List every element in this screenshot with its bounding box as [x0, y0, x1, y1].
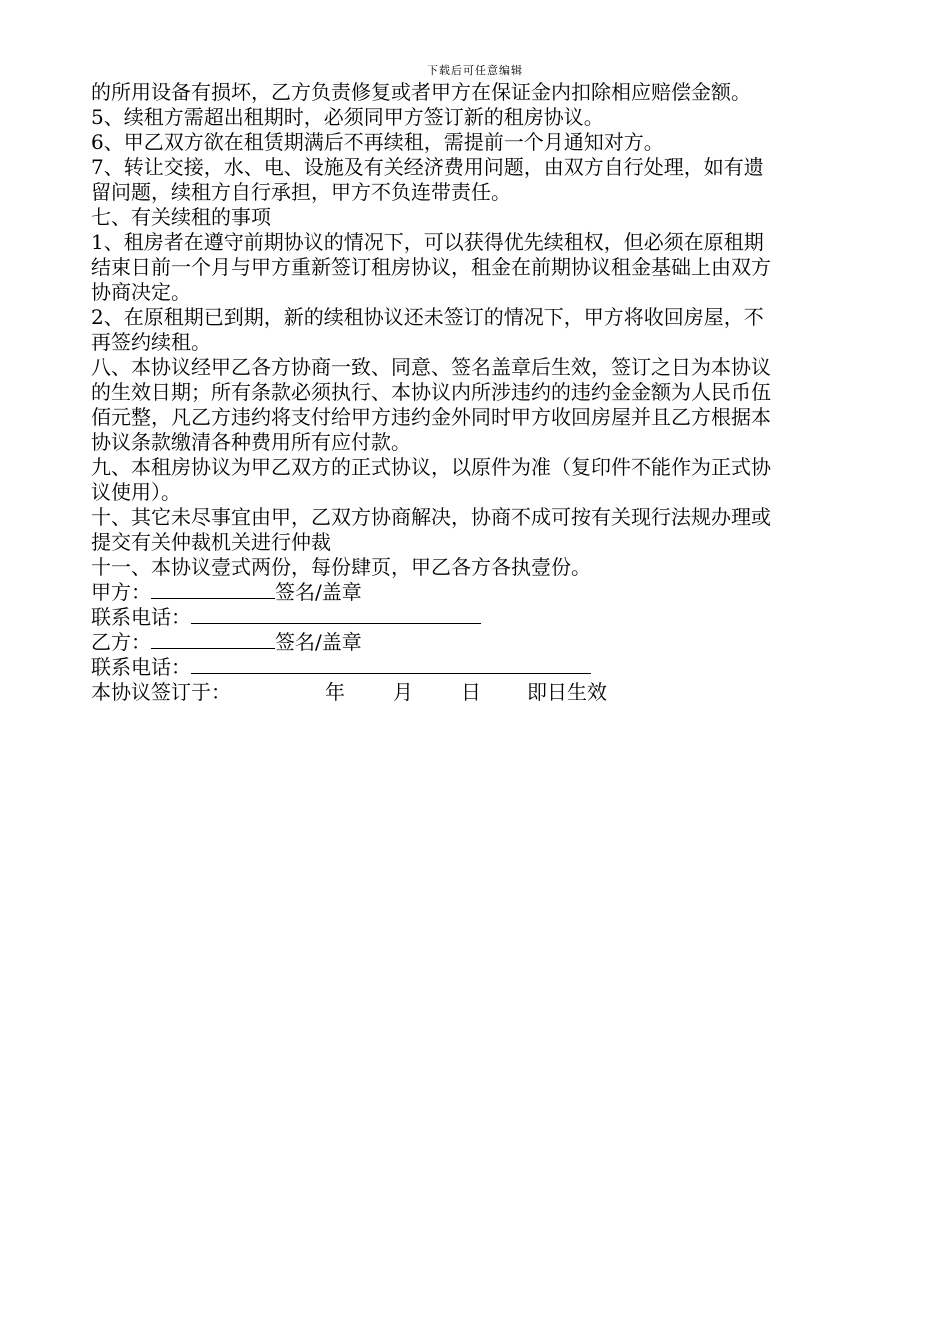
page-header: 下载后可任意编辑 — [427, 64, 523, 77]
party-b-phone-field[interactable] — [191, 655, 591, 674]
effective-label: 即日生效 — [527, 680, 607, 704]
clause-line: 十、其它未尽事宜由甲，乙双方协商解决，协商不成可按有关现行法规办理或 — [91, 505, 771, 529]
clause-line: 2、在原租期已到期，新的续租协议还未签订的情况下，甲方将收回房屋，不 — [91, 305, 764, 329]
clause-line: 提交有关仲裁机关进行仲裁 — [91, 530, 331, 554]
clause-line: 议使用）。 — [91, 480, 181, 504]
document-body — [91, 80, 861, 705]
phone-b-label: 联系电话： — [91, 655, 191, 679]
party-a-phone-field[interactable] — [191, 605, 481, 624]
clause-line: 八、本协议经甲乙各方协商一致、同意、签名盖章后生效，签订之日为本协议 — [91, 355, 771, 379]
signing-date-line — [91, 680, 861, 705]
clause-line: 协商决定。 — [91, 280, 191, 304]
year-label: 年 — [325, 680, 345, 704]
date-label: 本协议签订于： — [91, 680, 231, 704]
month-label: 月 — [393, 680, 413, 704]
clause-line: 1、租房者在遵守前期协议的情况下，可以获得优先续租权，但必须在原租期 — [91, 230, 764, 254]
party-a-label: 甲方： — [91, 580, 151, 604]
party-b-signature-line — [91, 630, 861, 655]
clause-line: 协议条款缴清各种费用所有应付款。 — [91, 430, 411, 454]
clause-line: 6、甲乙双方欲在租赁期满后不再续租，需提前一个月通知对方。 — [91, 130, 664, 154]
section-heading: 七、有关续租的事项 — [91, 205, 271, 229]
party-b-phone-line — [91, 655, 861, 680]
party-a-sign-suffix: 签名/盖章 — [275, 580, 362, 604]
clause-line: 7、转让交接，水、电、设施及有关经济费用问题，由双方自行处理，如有遗 — [91, 155, 764, 179]
party-a-signature-field[interactable] — [151, 580, 275, 599]
day-label: 日 — [461, 680, 481, 704]
clause-line: 佰元整，凡乙方违约将支付给甲方违约金外同时甲方收回房屋并且乙方根据本 — [91, 405, 771, 429]
clause-line: 5、续租方需超出租期时，必须同甲方签订新的租房协议。 — [91, 105, 604, 129]
party-b-signature-field[interactable] — [151, 630, 275, 649]
party-b-label: 乙方： — [91, 630, 151, 654]
clause-line: 九、本租房协议为甲乙双方的正式协议，以原件为准（复印件不能作为正式协 — [91, 455, 771, 479]
clause-line: 结束日前一个月与甲方重新签订租房协议，租金在前期协议租金基础上由双方 — [91, 255, 771, 279]
clause-line: 留问题，续租方自行承担，甲方不负连带责任。 — [91, 180, 511, 204]
clause-line: 的所用设备有损坏，乙方负责修复或者甲方在保证金内扣除相应赔偿金额。 — [91, 80, 751, 104]
clause-line: 十一、本协议壹式两份，每份肆页，甲乙各方各执壹份。 — [91, 555, 591, 579]
party-a-signature-line — [91, 580, 861, 605]
clause-line: 再签约续租。 — [91, 330, 211, 354]
phone-a-label: 联系电话： — [91, 605, 191, 629]
clause-line: 的生效日期；所有条款必须执行、本协议内所涉违约的违约金金额为人民币伍 — [91, 380, 771, 404]
party-b-sign-suffix: 签名/盖章 — [275, 630, 362, 654]
party-a-phone-line — [91, 605, 861, 630]
